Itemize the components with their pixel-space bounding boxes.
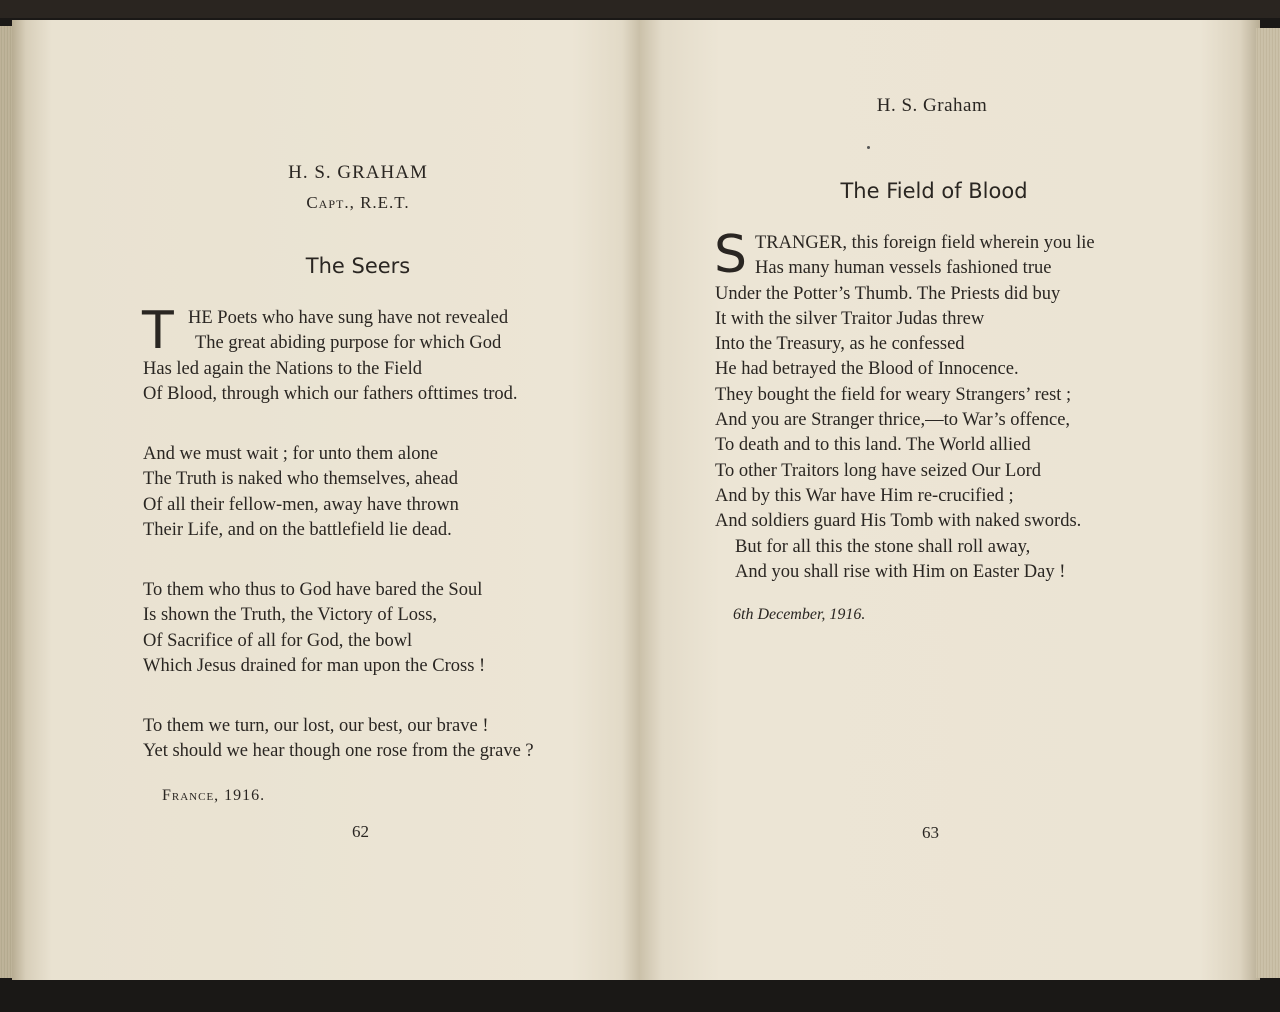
poem-line: Of Sacrifice of all for God, the bowl bbox=[143, 630, 413, 651]
poem-line: Of all their fellow-men, away have thrown bbox=[143, 494, 459, 515]
left-drop-cap: T bbox=[142, 301, 174, 361]
right-poem-body bbox=[714, 225, 1095, 585]
poem-line: To them who thus to God have bared the Soul bbox=[143, 580, 483, 600]
left-stanza-1 bbox=[142, 301, 518, 407]
poem-line: The Truth is naked who themselves, ahead bbox=[143, 469, 458, 490]
poem-line: The great abiding purpose for which God bbox=[195, 333, 502, 354]
left-page-number: 62 bbox=[352, 822, 369, 841]
book-edge-left bbox=[0, 26, 12, 978]
right-poem-title: The Field of Blood bbox=[840, 179, 1028, 203]
poem-line: And soldiers guard His Tomb with naked swords. bbox=[715, 511, 1082, 532]
poem-line: Is shown the Truth, the Victory of Loss, bbox=[143, 605, 438, 626]
ornament-dot bbox=[867, 146, 870, 149]
poem-line: But for all this the stone shall roll away, bbox=[735, 536, 1031, 557]
background-shadow bbox=[0, 980, 1280, 1012]
right-running-head: H. S. Graham bbox=[876, 95, 988, 116]
left-place-date: France, 1916. bbox=[162, 787, 266, 804]
right-page-number: 63 bbox=[922, 823, 939, 842]
left-stanza-3 bbox=[143, 578, 485, 679]
left-stanza-4 bbox=[143, 714, 534, 765]
right-drop-cap: S bbox=[714, 225, 748, 285]
poem-line: To death and to this land. The World allied bbox=[715, 435, 1031, 456]
left-author-rank: Capt., R.E.T. bbox=[306, 193, 410, 212]
poem-line: Which Jesus drained for man upon the Cross ! bbox=[143, 655, 486, 676]
poem-line: Under the Potter’s Thumb. The Priests did buy bbox=[715, 283, 1061, 304]
poem-line: And you shall rise with Him on Easter Day ! bbox=[735, 561, 1066, 582]
poem-line: Of Blood, through which our fathers ofttimes trod. bbox=[143, 383, 518, 404]
poem-line: And by this War have Him re-crucified ; bbox=[715, 485, 1014, 506]
book-edge-right bbox=[1256, 28, 1280, 978]
poem-line: Into the Treasury, as he confessed bbox=[715, 334, 965, 355]
poem-line: To them we turn, our lost, our best, our brave ! bbox=[143, 716, 489, 736]
poem-line: TRANGER, this foreign field wherein you lie bbox=[755, 233, 1095, 253]
right-poem-date: 6th December, 1916. bbox=[733, 606, 866, 623]
poem-line: They bought the field for weary Strangers’ rest ; bbox=[715, 384, 1072, 405]
left-author: H. S. GRAHAM bbox=[288, 162, 428, 183]
poem-line: Yet should we hear though one rose from the grave ? bbox=[143, 741, 534, 762]
poem-line: And we must wait ; for unto them alone bbox=[143, 444, 438, 464]
poem-line: Has led again the Nations to the Field bbox=[143, 358, 422, 379]
poem-line: He had betrayed the Blood of Innocence. bbox=[715, 359, 1019, 380]
poem-line: And you are Stranger thrice,—to War’s offence, bbox=[715, 410, 1071, 431]
left-stanza-2 bbox=[143, 442, 459, 543]
poem-line: HE Poets who have sung have not revealed bbox=[188, 308, 509, 328]
left-poem-title: The Seers bbox=[305, 254, 411, 278]
poem-line: To other Traitors long have seized Our Lord bbox=[715, 460, 1041, 481]
poem-line: Their Life, and on the battlefield lie dead. bbox=[143, 519, 452, 540]
poem-line: It with the silver Traitor Judas threw bbox=[715, 308, 985, 329]
poem-line: Has many human vessels fashioned true bbox=[755, 258, 1052, 279]
